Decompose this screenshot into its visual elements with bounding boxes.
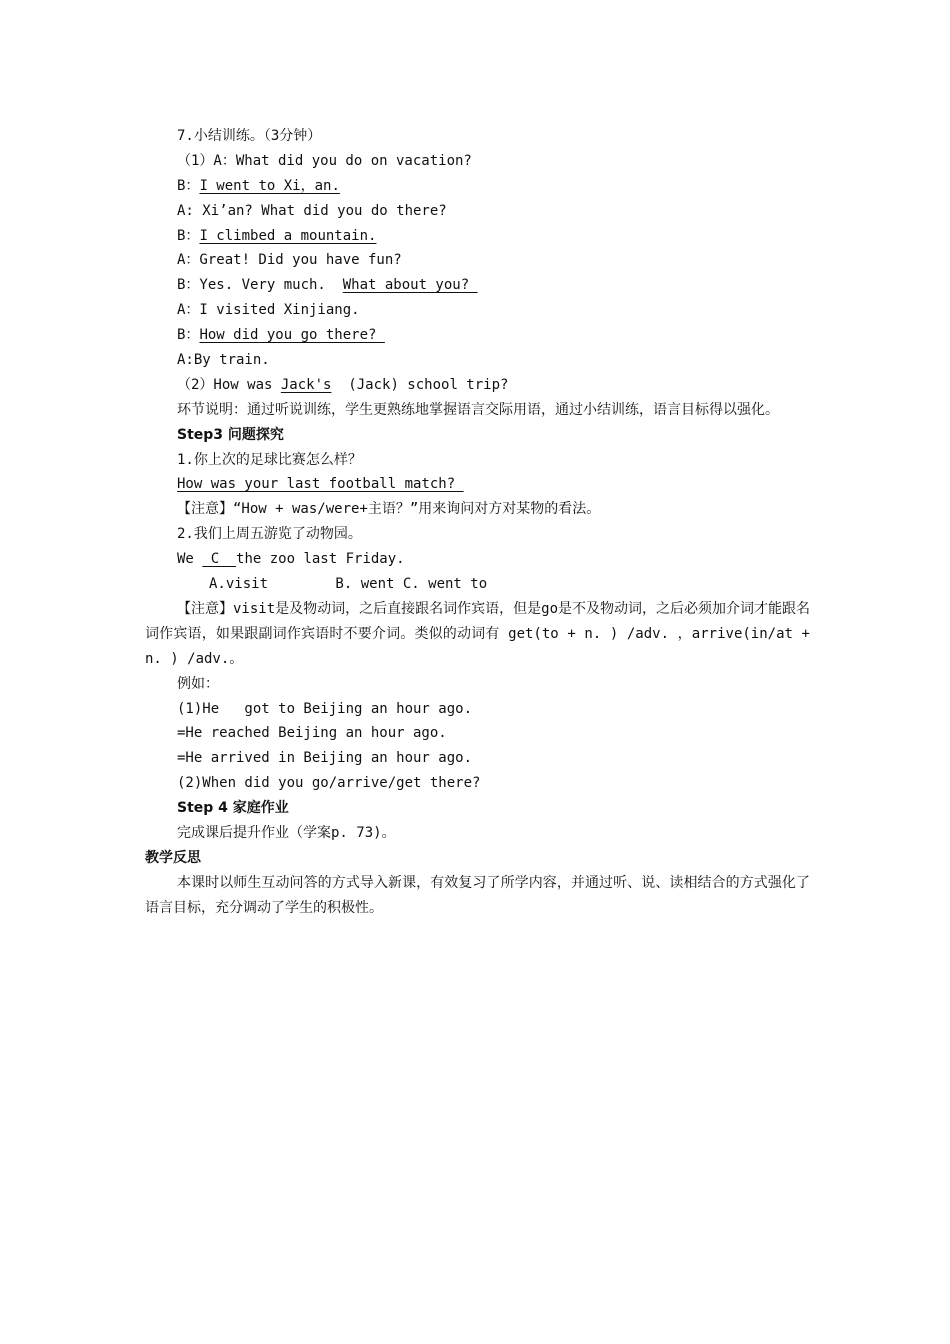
answer-blank: I went to Xi，an. [199,177,340,194]
exercise-line [145,373,810,398]
answer-blank: How did you go there? [199,327,385,344]
note: 【注意】visit是及物动词，之后直接跟名词作宾语，但是go是不及物动词，之后必须加介词才能跟名词作宾语，如果跟副词作宾语时不要介词。类似的动词有 get(to + n. ) /adv. ，arrive(in/at + n. ) /adv.。 [145,600,810,667]
example-label: 例如： [177,675,219,692]
answer-blank: What about you? [342,277,478,294]
dialogue-text: B：Yes. Very much. [177,277,343,294]
exercise-text: （2）How was [177,376,281,393]
step-heading: Step 4 家庭作业 [177,800,289,817]
dialogue-line [145,174,810,199]
reflection-paragraph: 本课时以师生互动问答的方式导入新课，有效复习了所学内容，并通过听、说、读相结合的方式强化了语言目标，充分调动了学生的积极性。 [145,874,810,916]
answer-blank: I climbed a mountain. [199,227,377,244]
document-page [145,124,810,921]
dialogue-line [145,224,810,249]
dialogue-line: （1）A：What did you do on vacation? [177,152,472,169]
dialogue-line [145,273,810,298]
exercise-text: (Jack) school trip? [331,376,509,393]
dialogue-line: A：Great! Did you have fun? [177,252,402,269]
speaker-label: B： [177,327,200,344]
speaker-label: B： [177,227,200,244]
section-title-summary-practice: 7.小结训练。（3分钟） [177,128,322,144]
question-text: We [177,551,203,568]
answer-blank: C [202,551,237,568]
section-explanation: 环节说明：通过听说训练，学生更熟练地掌握语言交际用语，通过小结训练，语言目标得以强化。 [177,401,779,418]
section-heading-reflection: 教学反思 [145,849,201,866]
dialogue-line: A：I visited Xinjiang. [177,302,360,319]
note: 【注意】“How + was/were+主语？”用来询问对方对某物的看法。 [177,501,601,518]
dialogue-line: A: Xi’an? What did you do there? [177,202,447,219]
homework-line: 完成课后提升作业（学案p. 73)。 [177,825,396,841]
step-heading: Step3 问题探究 [177,426,284,443]
example-line: =He reached Beijing an hour ago. [177,725,447,742]
answer-blank: Jack's [280,376,332,393]
question: 2.我们上周五游览了动物园。 [177,526,362,543]
dialogue-line [145,323,810,348]
question-text: the zoo last Friday. [236,551,405,568]
example-line: (2)When did you go/arrive/get there? [177,775,481,792]
example-line: =He arrived in Beijing an hour ago. [177,750,473,767]
answer-options: A.visit B. went C. went to [209,576,488,593]
speaker-label: B： [177,177,200,194]
example-line: (1)He got to Beijing an hour ago. [177,700,473,717]
question: 1.你上次的足球比赛怎么样？ [177,451,362,468]
question-answer: How was your last football match? [177,476,464,493]
dialogue-line: A:By train. [177,352,270,369]
question-sentence [145,547,810,572]
